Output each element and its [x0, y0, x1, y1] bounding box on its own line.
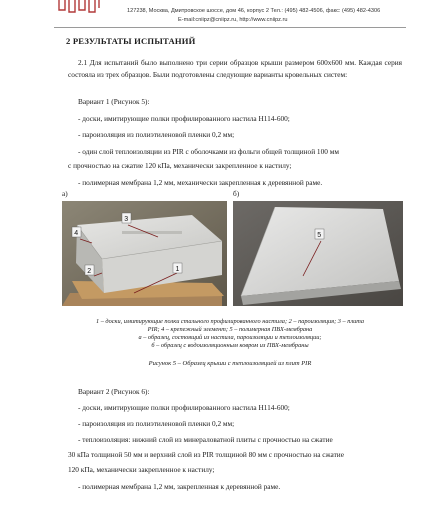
variant2-item: - доски, имитирующие полки профилированного настила Н114-600;	[78, 403, 290, 412]
variant2-item: - пароизоляция из полиэтиленовой пленки 0,2 мм;	[78, 419, 235, 428]
variant1-item: - пароизоляция из полиэтиленовой пленки 0,2 мм;	[78, 130, 235, 139]
variant2-item: - теплоизоляция: нижний слой из минераловатной плиты с прочностью на сжатие	[78, 435, 333, 444]
figure-label-b: б)	[233, 189, 240, 198]
header-divider	[54, 27, 406, 28]
variant2-item: - полимерная мембрана 1,2 мм, закрепленная к деревянной раме.	[78, 482, 281, 491]
variant1-item: - один слой теплоизоляции из PIR с оболочками из фольги общей толщиной 100 мм	[78, 147, 339, 156]
callout-1: 1	[175, 266, 180, 273]
header-address: 127238, Москва, Дмитровское шоссе, дом 46, корпус 2 Тел.: (495) 482-4506, факс: (495) 482-4306	[127, 8, 381, 14]
photo-b-membrane-sample	[233, 201, 403, 306]
cniipz-logo-icon	[55, 0, 105, 14]
variant1-item: с прочностью на сжатие 120 кПа, механически закрепленное к настилу;	[68, 161, 292, 170]
callout-4: 4	[74, 230, 79, 237]
variant1-heading: Вариант 1 (Рисунок 5):	[78, 97, 150, 106]
intro-paragraph: 2.1 Для испытаний было выполнено три серии образцов крыши размером 600х600 мм. Каждая серия состояла из трех образцов. Были подготовлены следующие варианты кровельных систем:	[68, 58, 402, 80]
header-email: E-mail:cniipz@cniipz.ru, http://www.cniipz.ru	[178, 17, 288, 23]
figure-label-a: а)	[62, 189, 68, 198]
section-title: 2 РЕЗУЛЬТАТЫ ИСПЫТАНИЙ	[66, 36, 196, 46]
figure-caption-line: 1 – доски, имитирующие полки стального профилированного настила; 2 – пароизоляция; 3 – плита	[95, 318, 365, 325]
callout-5: 5	[317, 232, 322, 239]
variant1-item: - полимерная мембрана 1,2 мм, механически закрепленная к деревянной раме.	[78, 178, 323, 187]
figure-caption-line: а – образец, состоящий из настила, пароизоляции и теплоизоляции;	[138, 334, 322, 341]
figure-caption-line: PIR; 4 – крепежный элемент; 5 – полимерная ПВХ-мембрана	[147, 326, 313, 333]
figure-caption-line: б – образец с водоизоляционным ковром из ПВХ-мембраны	[151, 342, 309, 349]
variant1-item: - доски, имитирующие полки профилированного настила Н114-600;	[78, 114, 290, 123]
variant2-heading: Вариант 2 (Рисунок 6):	[78, 387, 150, 396]
callout-3: 3	[124, 216, 129, 223]
figure-title: Рисунок 5 – Образец крыши с теплоизоляцией из плит PIR	[148, 360, 312, 367]
variant2-item: 30 кПа толщиной 50 мм и верхний слой из PIR толщиной 80 мм с прочностью на сжатие	[68, 450, 344, 459]
callout-2: 2	[87, 268, 92, 275]
photo-a-pir-sample	[62, 201, 227, 306]
variant2-item: 120 кПа, механически закрепленное к настилу;	[68, 465, 215, 474]
